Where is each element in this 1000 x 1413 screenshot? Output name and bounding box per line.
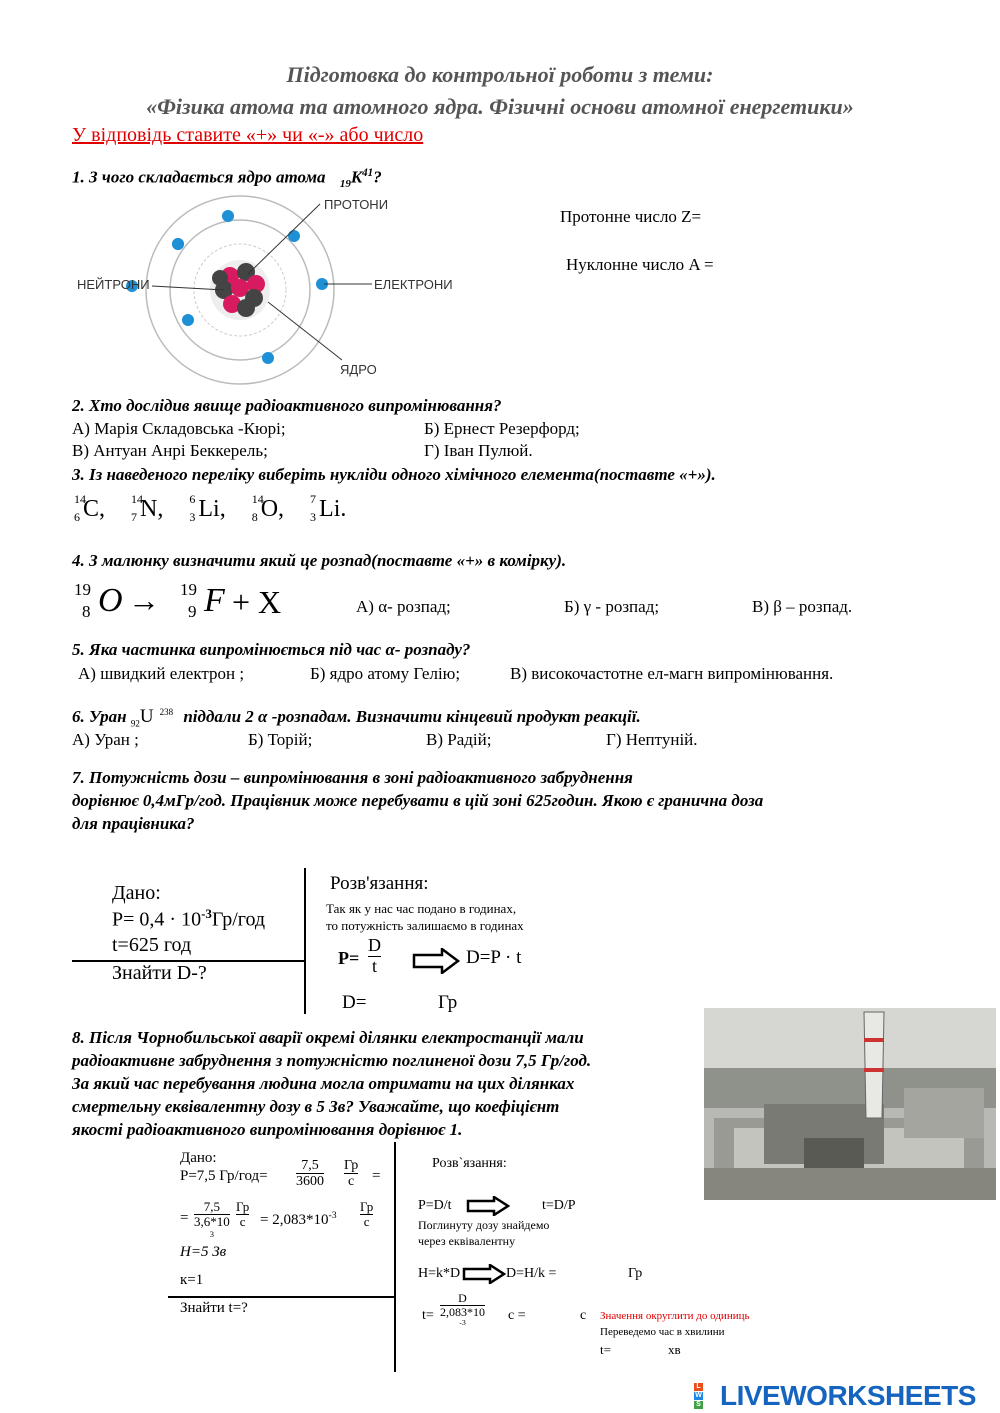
q8-s1a: P=D/t <box>418 1198 452 1213</box>
nuclide-li7[interactable]: 7 3 Li. <box>310 492 347 524</box>
q8-unit-gr: Гр <box>628 1266 643 1281</box>
nucleon-number-field[interactable]: Нуклонне число A = <box>566 255 714 274</box>
q5-option-b[interactable]: Б) ядро атому Гелію; <box>310 664 461 683</box>
q8-solution-title: Розв`язання: <box>432 1156 507 1171</box>
q8-arrow-icon-2 <box>462 1264 508 1284</box>
q8-divider-horizontal <box>168 1296 396 1298</box>
q7-note-1: Так як у нас час подано в годинах, <box>326 901 517 916</box>
q8-line-5: якості радіоактивного випромінювання дорівнює 1. <box>72 1120 463 1139</box>
q2-option-d[interactable]: Г) Іван Пулюй. <box>424 441 533 460</box>
q8-round-note: Значення округлити до одиниць <box>600 1310 750 1322</box>
q6-option-c[interactable]: В) Радій; <box>426 730 492 749</box>
q8-line-2: радіоактивне забруднення з потужністю поглиненої дози 7,5 Гр/год. <box>72 1051 592 1070</box>
q4-question: 4. З малюнку визначити який це розпад(поставте «+» в комірку). <box>72 551 567 570</box>
q7-divider-vertical <box>304 868 306 1014</box>
q5-option-c[interactable]: В) високочастотне ел-магн випромінювання. <box>510 664 834 683</box>
proton-number-field[interactable]: Протонне число Z= <box>560 207 702 226</box>
q7-arrow-icon <box>412 948 462 974</box>
q4-option-c[interactable]: В) β – розпад. <box>752 597 853 616</box>
q8-given-h: H=5 Зв <box>180 1244 227 1260</box>
q3-question: 3. Із наведеного переліку виберіть нукліди одного хімічного елемента(поставте «+»). <box>72 465 716 484</box>
q7-given-p: $P= 0,4 \cdot 10^{-3}Гр$/год <box>112 906 266 931</box>
q7-given-find: Знайти D-? <box>112 962 207 984</box>
q7-unit: Гр <box>438 992 458 1013</box>
q6-option-b[interactable]: Б) Торій; <box>248 730 313 749</box>
q8-divider-vertical <box>394 1142 396 1372</box>
q8-given-frac-unit-3: Гр с <box>360 1199 374 1230</box>
nuclide-li6[interactable]: 6 3 Li, <box>189 492 226 524</box>
title-line-1: Підготовка до контрольної роботи з теми: <box>286 62 714 87</box>
q3-nuclides <box>74 492 368 524</box>
q7-solution-title: Розв'язання: <box>330 873 429 894</box>
q5-question: 5. Яка частинка випромінюється під час α- розпаду? <box>72 640 471 659</box>
q8-s2a: H=k*D <box>418 1266 461 1281</box>
q1-question: 1. З чого складається ядро атома $_{19}K^{41}$? <box>72 167 382 191</box>
q2-question: 2. Хто дослідив явище радіоактивного випромінювання? <box>72 396 502 415</box>
q7-line-3: для працівника? <box>72 814 195 833</box>
q7-solution-block <box>72 868 592 1018</box>
q6-option-a[interactable]: А) Уран ; <box>72 730 139 749</box>
q5-option-a[interactable]: А) швидкий електрон ; <box>78 664 245 683</box>
q8-given-result: = $2,083*10^{-3}$ <box>260 1210 337 1228</box>
q8-given-eq-1: = <box>372 1168 381 1184</box>
q8-convert-note: Переведемо час в хвилини <box>600 1326 725 1338</box>
q8-d-answer-field[interactable]: D=H/k = <box>506 1266 557 1281</box>
q7-d-answer-field[interactable]: D= <box>342 992 367 1013</box>
liveworksheets-logo <box>694 1380 976 1411</box>
q7-line-2: дорівнює 0,4мГр/год. Працівник може перебувати в цій зоні 625годин. Якою є гранична доза <box>72 791 764 810</box>
atom-diagram <box>72 192 460 388</box>
q8-arrow-icon-1 <box>466 1196 512 1216</box>
q6-option-d[interactable]: Г) Нептуній. <box>606 730 698 749</box>
q8-given-find: Знайти t=? <box>180 1300 248 1316</box>
q6-question: 6. Уран $_{92}$U $^{238}$ піддали 2 α -розпадам. Визначити кінцевий продукт реакції. <box>72 706 641 729</box>
q7-result: D=P · t <box>466 947 522 968</box>
liveworksheets-logo-icon: L W S <box>695 1383 702 1408</box>
nuclide-o14[interactable]: 14 8 O, <box>251 492 285 524</box>
q8-given-frac-unit-2: Гр с <box>236 1199 250 1230</box>
decay-equation: 19 8 O → 19 9 F + X <box>74 580 282 621</box>
q8-line-4: смертельну еквівалентну дозу в 5 Зв? Уважайте, що коефіцієнт <box>72 1097 560 1116</box>
q7-given-title: Дано: <box>112 882 161 904</box>
q8-given-frac-unit-1: Гр с <box>344 1158 359 1190</box>
q7-note-2: то потужність залишаємо в годинах <box>326 918 524 933</box>
label-neutrons: НЕЙТРОНИ <box>77 277 150 292</box>
instruction: У відповідь ставите «+» чи «-» або число <box>72 124 424 146</box>
q8-note-1: Поглинуту дозу знайдемо <box>418 1218 550 1232</box>
q2-option-c[interactable]: В) Антуан Анрі Беккерель; <box>72 441 268 460</box>
q8-t-unit: с <box>580 1308 587 1323</box>
label-electrons: ЕЛЕКТРОНИ <box>374 277 453 292</box>
q8-t-answer-field[interactable]: с = <box>508 1308 526 1323</box>
q7-line-1: 7. Потужність дози – випромінювання в зоні радіоактивного забруднення <box>72 768 633 787</box>
nuclide-n14[interactable]: 14 7 N, <box>131 492 164 524</box>
q8-s1b: t=D/P <box>542 1198 576 1213</box>
nuclide-c14[interactable]: 14 6 C, <box>74 492 106 524</box>
q8-given-k: к=1 <box>180 1272 204 1288</box>
q8-line-1: 8. Після Чорнобильської аварії окремі ділянки електростанції мали <box>72 1028 584 1047</box>
q8-solution-block <box>168 1142 750 1372</box>
q2-option-b[interactable]: Б) Ернест Резерфорд; <box>424 419 580 438</box>
q7-formula-p: P= <box>338 948 360 968</box>
q8-given-eq-2: = <box>180 1210 189 1226</box>
q7-given-t: t=625 год <box>112 934 192 956</box>
q8-min-unit: хв <box>668 1342 681 1357</box>
q8-given-p: P=7,5 Гр/год= <box>180 1168 268 1184</box>
label-nucleus: ЯДРО <box>340 362 377 377</box>
q8-given-frac-2: 7,5 3,6*10 $^3$ <box>194 1199 230 1239</box>
q8-t2-answer-field[interactable]: t= <box>600 1342 611 1357</box>
q8-t-fraction: D 2,083*10 $^{-3}$ <box>440 1291 485 1328</box>
q8-line-3: За який час перебування людина могла отримати на цих ділянках <box>72 1074 575 1093</box>
q8-note-2: через еквівалентну <box>418 1234 516 1248</box>
q7-fraction: $\frac{D}{t}$ <box>368 935 381 976</box>
label-protons: ПРОТОНИ <box>324 197 389 212</box>
liveworksheets-brand: LIVEWORKSHEETS <box>720 1380 976 1411</box>
q8-given-title: Дано: <box>180 1150 217 1166</box>
q4-option-b[interactable]: Б) γ - розпад; <box>564 597 660 616</box>
q2-option-a[interactable]: А) Марія Складовська -Кюрі; <box>72 419 286 438</box>
q4-option-a[interactable]: А) α- розпад; <box>356 597 451 616</box>
q8-given-frac-1: $\frac{7,5}{3600}$ <box>296 1158 324 1190</box>
q8-t-eq: t= <box>422 1308 434 1323</box>
chernobyl-photo <box>704 1008 996 1200</box>
title-line-2: «Фізика атома та атомного ядра. Фізичні основи атомної енергетики» <box>146 94 854 119</box>
